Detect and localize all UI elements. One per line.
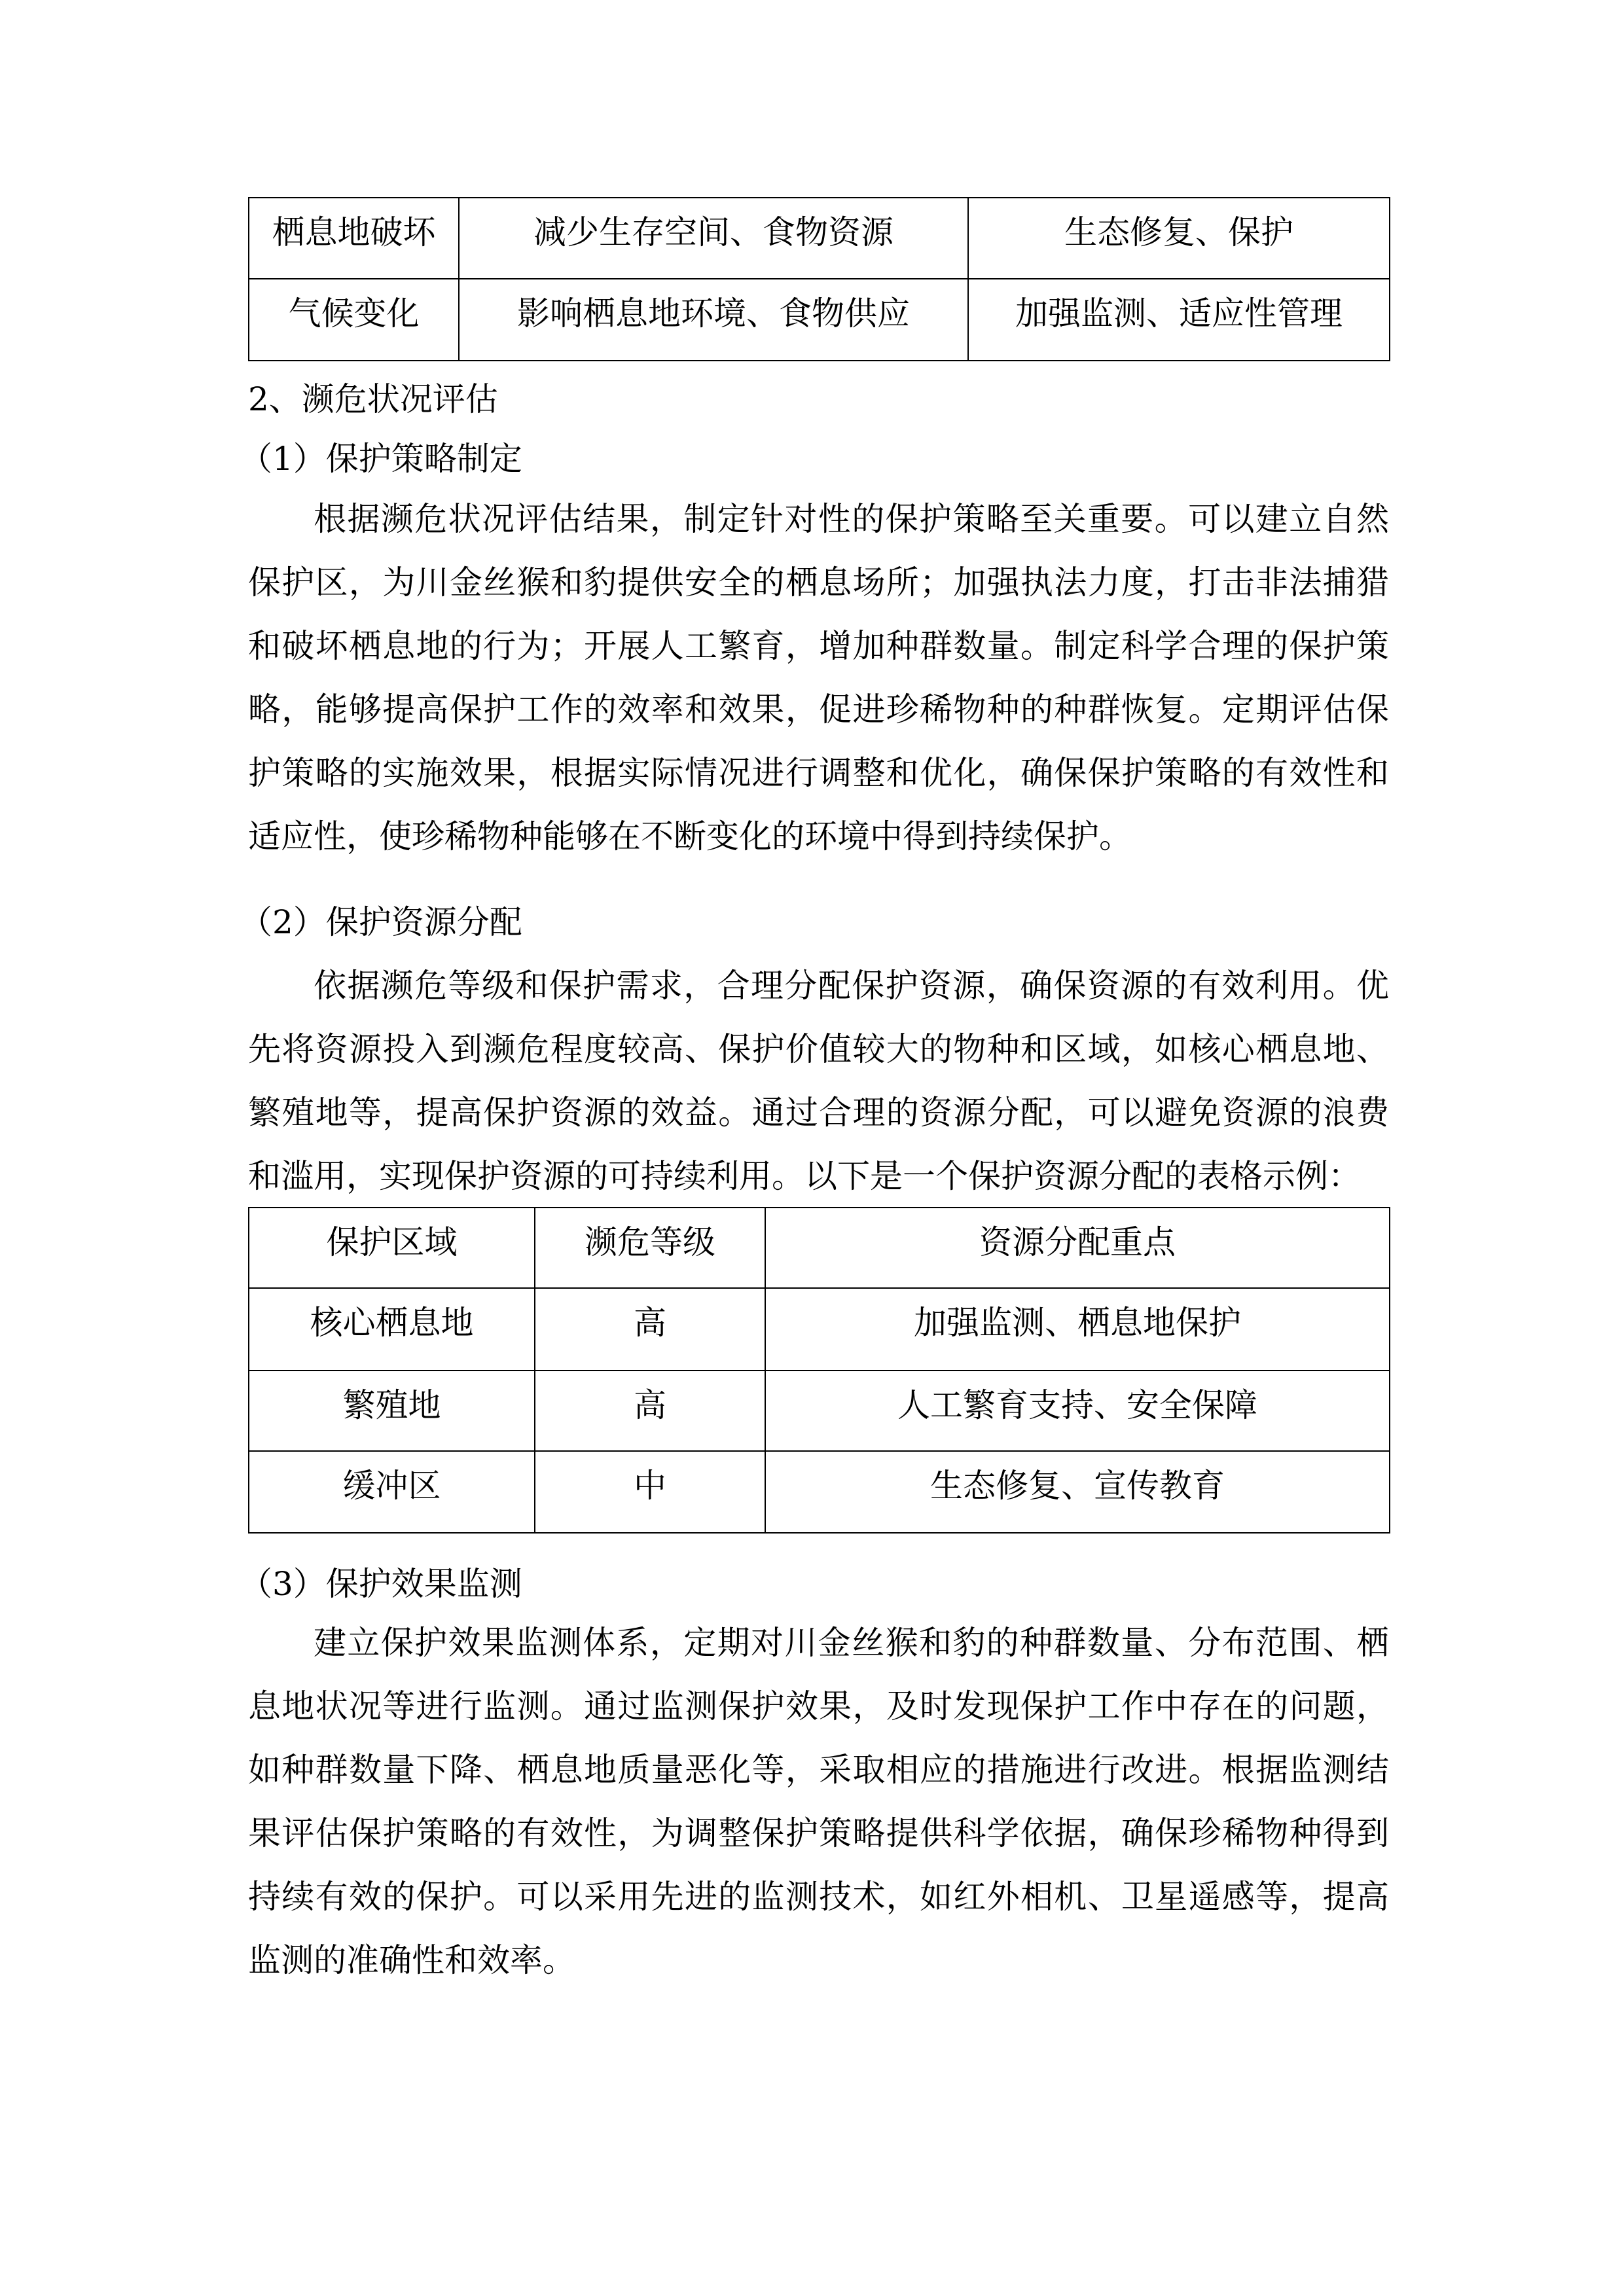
resource-allocation-table <box>248 1207 1390 1534</box>
table-cell: 人工繁育支持、安全保障 <box>765 1371 1390 1451</box>
table-cell: 加强监测、适应性管理 <box>968 279 1390 361</box>
threat-table <box>248 197 1390 361</box>
section-heading: 2、濒危状况评估 <box>248 380 498 418</box>
table-header-cell: 保护区域 <box>249 1208 535 1288</box>
table-header-cell: 资源分配重点 <box>765 1208 1390 1288</box>
subsection-heading-2: （2）保护资源分配 <box>240 903 522 941</box>
table-cell: 气候变化 <box>249 279 459 361</box>
table-row <box>249 1371 1390 1451</box>
subsection-heading-3: （3）保护效果监测 <box>240 1565 522 1603</box>
table-row <box>249 279 1390 361</box>
paragraph-resource-allocation: 依据濒危等级和保护需求，合理分配保护资源，确保资源的有效利用。优先将资源投入到濒危程度较高、保护价值较大的物种和区域，如核心栖息地、繁殖地等，提高保护资源的效益。通过合理的资源分配，可以避免资源的浪费和滥用，实现保护资源的可持续利用。以下是一个保护资源分配的表格示例： <box>248 967 1389 1195</box>
table-row <box>249 1288 1390 1371</box>
table-cell: 加强监测、栖息地保护 <box>765 1288 1390 1371</box>
table-cell: 核心栖息地 <box>249 1288 535 1371</box>
table-cell: 繁殖地 <box>249 1371 535 1451</box>
table-row <box>249 198 1390 279</box>
table-header-row <box>249 1208 1390 1288</box>
paragraph-protection-strategy: 根据濒危状况评估结果，制定针对性的保护策略至关重要。可以建立自然保护区，为川金丝猴和豹提供安全的栖息场所；加强执法力度，打击非法捕猎和破坏栖息地的行为；开展人工繁育，增加种群数量。制定科学合理的保护策略，能够提高保护工作的效率和效果，促进珍稀物种的种群恢复。定期评估保护策略的实施效果，根据实际情况进行调整和优化，确保保护策略的有效性和适应性，使珍稀物种能够在不断变化的环境中得到持续保护。 <box>248 500 1389 855</box>
table-cell: 生态修复、宣传教育 <box>765 1451 1390 1533</box>
table-cell: 缓冲区 <box>249 1451 535 1533</box>
table-cell: 中 <box>535 1451 765 1533</box>
table-cell: 高 <box>535 1371 765 1451</box>
table-cell: 影响栖息地环境、食物供应 <box>459 279 968 361</box>
table-cell: 减少生存空间、食物资源 <box>459 198 968 279</box>
table-header-cell: 濒危等级 <box>535 1208 765 1288</box>
table-cell: 生态修复、保护 <box>968 198 1390 279</box>
table-cell: 栖息地破坏 <box>249 198 459 279</box>
table-row <box>249 1451 1390 1533</box>
paragraph-effect-monitoring: 建立保护效果监测体系，定期对川金丝猴和豹的种群数量、分布范围、栖息地状况等进行监测。通过监测保护效果，及时发现保护工作中存在的问题，如种群数量下降、栖息地质量恶化等，采取相应的措施进行改进。根据监测结果评估保护策略的有效性，为调整保护策略提供科学依据，确保珍稀物种得到持续有效的保护。可以采用先进的监测技术，如红外相机、卫星遥感等，提高监测的准确性和效率。 <box>248 1624 1389 1979</box>
subsection-heading-1: （1）保护策略制定 <box>240 440 522 478</box>
table-cell: 高 <box>535 1288 765 1371</box>
